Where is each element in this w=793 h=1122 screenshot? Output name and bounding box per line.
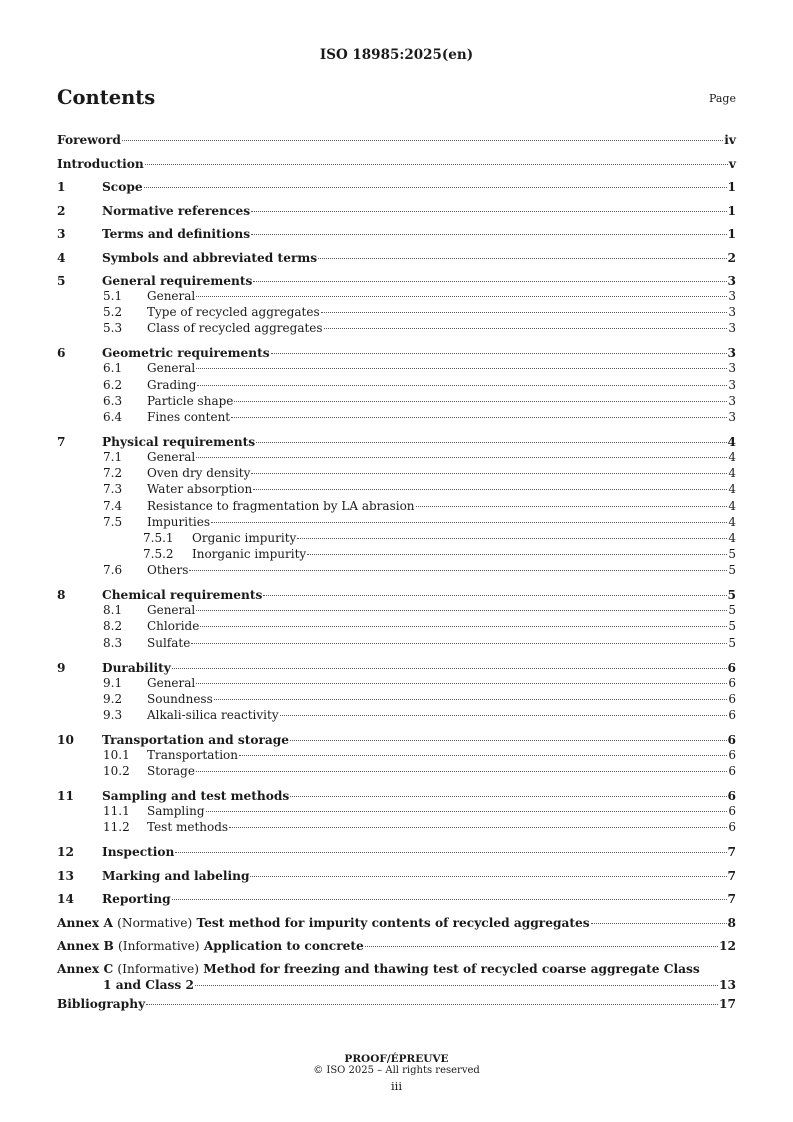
toc-entry-title: General	[147, 449, 196, 464]
toc-entry[interactable]	[57, 155, 736, 179]
toc-entry-number: 10.1	[103, 748, 130, 762]
annex-title: Method for freezing and thawing test of recycled coarse aggregate Class	[203, 961, 700, 976]
toc-entry-number: 6.2	[103, 377, 123, 392]
toc-entry-title: Transportation and storage	[102, 733, 290, 747]
toc-entry[interactable]	[57, 305, 736, 321]
toc-entry[interactable]	[57, 394, 736, 410]
dot-leader	[196, 771, 727, 772]
toc-page-number: 17	[719, 996, 736, 1011]
toc-entry-title: General requirements	[102, 274, 253, 288]
toc-page-number: 6	[727, 789, 736, 804]
toc-entry[interactable]	[57, 466, 736, 482]
toc-entry-title	[57, 937, 364, 955]
toc-page-number: 4	[728, 514, 736, 529]
toc-entry-title: Storage	[147, 764, 195, 779]
toc-entry[interactable]	[57, 344, 736, 361]
toc-page-number: 13	[719, 977, 736, 992]
dot-leader	[200, 626, 727, 627]
toc-entry-number: 7.2	[103, 466, 123, 481]
dot-leader	[239, 755, 727, 756]
toc-entry-title: Water absorption	[147, 482, 253, 497]
dot-leader	[234, 401, 727, 402]
toc-entry-number: 11.2	[103, 820, 130, 835]
toc-entry[interactable]	[57, 603, 736, 619]
dot-leader	[172, 899, 727, 900]
toc-page-number: 3	[728, 393, 736, 408]
toc-entry-number: 6.3	[103, 393, 123, 408]
dot-leader	[290, 740, 726, 741]
toc-entry[interactable]	[57, 748, 736, 764]
toc-page-number: 6	[728, 820, 736, 835]
toc-entry-title: Normative references	[102, 203, 251, 218]
toc-entry-title: Scope	[102, 180, 143, 194]
toc-entry-title: General	[147, 361, 196, 376]
dot-leader	[189, 570, 727, 571]
toc-entry-title: Particle shape	[147, 393, 234, 408]
dot-leader	[195, 985, 718, 986]
dot-leader	[251, 473, 727, 474]
annex-title-line2: 1 and Class 2	[103, 977, 194, 992]
toc-entry-title: Impurities	[147, 514, 211, 529]
toc-entry[interactable]	[57, 961, 736, 995]
toc-entry-number: 7.1	[103, 449, 123, 464]
toc-entry[interactable]	[57, 515, 736, 531]
toc-entry-title-continued	[57, 977, 736, 993]
toc-entry-title: Reporting	[102, 892, 171, 907]
dot-leader	[196, 683, 727, 684]
toc-page-number: 5	[727, 588, 736, 603]
toc-entry[interactable]	[57, 433, 736, 450]
toc-page-number: 1	[727, 180, 736, 194]
toc-entry[interactable]	[57, 272, 736, 289]
toc-entry-number: 10.2	[103, 764, 130, 779]
toc-entry-title	[57, 961, 736, 977]
toc-page-number: 3	[727, 274, 736, 288]
toc-entry-title	[57, 914, 590, 932]
dot-leader	[206, 811, 728, 812]
toc-entry-number: 7.6	[103, 563, 123, 578]
toc-entry-title: Foreword	[57, 133, 121, 147]
toc-entry-number: 13	[57, 868, 74, 883]
toc-page-number: 6	[728, 748, 736, 762]
toc-entry-number: 12	[57, 845, 74, 860]
toc-entry[interactable]	[57, 450, 736, 466]
toc-page-number: iv	[724, 133, 736, 147]
toc-entry-number: 7.4	[103, 498, 123, 513]
dot-leader	[256, 442, 726, 443]
annex-label: Annex C	[57, 961, 114, 976]
dot-leader	[229, 827, 727, 828]
toc-entry-title: Transportation	[147, 748, 239, 762]
toc-entry[interactable]	[57, 563, 736, 586]
toc-entry-number: 5.3	[103, 321, 123, 336]
dot-leader	[251, 211, 726, 212]
toc-entry[interactable]	[57, 131, 736, 155]
page-column-label: Page	[708, 92, 736, 105]
toc-entry-number: 7.5	[103, 514, 123, 529]
toc-page-number: 4	[728, 498, 736, 513]
toc-entry-number: 6.4	[103, 409, 123, 424]
toc-entry-title: Introduction	[57, 156, 144, 171]
toc-entry-title: Resistance to fragmentation by LA abrasion	[147, 498, 415, 513]
dot-leader	[145, 164, 728, 165]
toc-entry-title: Class of recycled aggregates	[147, 321, 323, 336]
toc-entry-title: General	[147, 289, 196, 303]
toc-entry-title: Oven dry density	[147, 466, 251, 481]
toc-entry-number: 11.1	[103, 804, 130, 819]
toc-entry-number: 9.1	[103, 675, 123, 690]
annex-title: Application to concrete	[203, 939, 364, 954]
dot-leader	[251, 234, 726, 235]
toc-entry-title: Marking and labeling	[102, 868, 250, 883]
toc-page-number: 3	[728, 409, 736, 424]
toc-page-number: 5	[728, 603, 736, 618]
dot-leader	[196, 368, 727, 369]
toc-entry-number: 3	[57, 227, 66, 241]
toc-page-number: 1	[727, 203, 736, 218]
dot-leader	[122, 140, 723, 141]
toc-page-number: 6	[728, 764, 736, 779]
table-of-contents	[57, 131, 736, 1018]
contents-heading: Contents	[57, 86, 156, 109]
page-footer	[0, 1053, 793, 1092]
toc-entry-number: 7.5.2	[143, 547, 174, 562]
annex-type: (Informative)	[117, 961, 199, 976]
toc-entry-title: Inorganic impurity	[192, 547, 307, 562]
dot-leader	[146, 1004, 718, 1005]
dot-leader	[172, 668, 727, 669]
annex-title: Test method for impurity contents of recycled aggregates	[196, 915, 590, 930]
toc-entry-title: Symbols and abbreviated terms	[102, 250, 318, 265]
toc-entry-number: 9.2	[103, 691, 123, 706]
toc-entry[interactable]	[57, 867, 736, 891]
toc-page-number: 5	[728, 635, 736, 650]
toc-entry[interactable]	[57, 378, 736, 394]
toc-entry-title: General	[147, 675, 196, 690]
dot-leader	[263, 595, 726, 596]
toc-entry[interactable]	[57, 410, 736, 433]
proof-label: PROOF/ÉPREUVE	[344, 1053, 449, 1065]
toc-entry[interactable]	[57, 202, 736, 226]
toc-entry-number: 8	[57, 588, 66, 603]
toc-entry-title: General	[147, 603, 196, 618]
toc-page-number: 6	[728, 804, 736, 819]
toc-entry-number: 2	[57, 203, 66, 218]
dot-leader	[318, 258, 726, 259]
dot-leader	[591, 923, 727, 924]
toc-entry[interactable]	[57, 586, 736, 603]
toc-page-number: 7	[727, 845, 736, 860]
copyright-notice: © ISO 2025 – All rights reserved	[313, 1065, 480, 1076]
toc-page-number: 5	[728, 563, 736, 578]
toc-page-number: 7	[727, 892, 736, 907]
annex-label: Annex A	[57, 915, 113, 930]
toc-entry[interactable]	[57, 820, 736, 843]
toc-entry-number: 4	[57, 250, 66, 265]
toc-entry[interactable]	[57, 731, 736, 748]
dot-leader	[253, 281, 726, 282]
toc-page-number: 8	[727, 915, 736, 930]
toc-page-number: 5	[728, 619, 736, 634]
toc-entry[interactable]	[57, 499, 736, 515]
toc-entry-number: 7	[57, 434, 66, 449]
toc-entry[interactable]	[57, 995, 736, 1019]
toc-entry-number: 5.1	[103, 289, 123, 303]
toc-entry-number: 1	[57, 180, 66, 194]
dot-leader	[196, 610, 727, 611]
toc-entry-title: Alkali-silica reactivity	[147, 708, 279, 722]
dot-leader	[271, 353, 727, 354]
toc-entry[interactable]	[57, 692, 736, 708]
toc-entry[interactable]	[57, 225, 736, 249]
toc-page-number: 3	[728, 289, 736, 303]
toc-entry-title: Inspection	[102, 845, 175, 860]
toc-entry-title: Fines content	[147, 409, 231, 424]
toc-entry-number: 5	[57, 274, 66, 288]
toc-entry[interactable]	[57, 547, 736, 563]
toc-entry-title: Grading	[147, 377, 197, 392]
toc-page-number: 4	[728, 466, 736, 481]
dot-leader	[196, 457, 727, 458]
toc-entry[interactable]	[57, 890, 736, 914]
toc-page-number: 7	[727, 868, 736, 883]
toc-entry-title: Geometric requirements	[102, 346, 270, 361]
page-number: iii	[390, 1079, 403, 1093]
toc-entry-title: Terms and definitions	[102, 227, 251, 241]
toc-entry-title: Soundness	[147, 691, 213, 706]
toc-entry-title: Physical requirements	[102, 434, 256, 449]
dot-leader	[365, 946, 718, 947]
document-id-header: ISO 18985:2025(en)	[319, 47, 474, 63]
dot-leader	[253, 489, 727, 490]
dot-leader	[196, 296, 727, 297]
dot-leader	[280, 715, 728, 716]
toc-page-number: v	[728, 156, 736, 171]
toc-entry-number: 7.3	[103, 482, 123, 497]
toc-entry[interactable]	[57, 249, 736, 273]
toc-entry[interactable]	[57, 289, 736, 305]
toc-page-number: 12	[719, 939, 736, 954]
toc-entry[interactable]	[57, 482, 736, 498]
toc-entry[interactable]	[57, 178, 736, 202]
dot-leader	[290, 796, 726, 797]
toc-page-number: 3	[727, 346, 736, 361]
toc-entry-number: 10	[57, 733, 74, 747]
toc-entry-number: 9	[57, 660, 66, 675]
toc-entry-title: Type of recycled aggregates	[147, 305, 320, 320]
toc-entry-number: 6.1	[103, 361, 123, 376]
toc-entry-number: 5.2	[103, 305, 123, 320]
dot-leader	[250, 876, 726, 877]
toc-entry[interactable]	[57, 804, 736, 820]
toc-entry-title: Sampling	[147, 804, 205, 819]
toc-entry[interactable]	[57, 361, 736, 377]
toc-page-number: 1	[727, 227, 736, 241]
toc-entry-number: 9.3	[103, 708, 123, 722]
toc-page-number: 6	[728, 708, 736, 722]
toc-entry[interactable]	[57, 321, 736, 344]
toc-page-number: 4	[728, 482, 736, 497]
toc-entry[interactable]	[57, 619, 736, 635]
dot-leader	[191, 643, 727, 644]
toc-page-number: 3	[728, 305, 736, 320]
toc-entry-title: Test methods	[147, 820, 229, 835]
toc-page-number: 2	[727, 250, 736, 265]
toc-page-number: 6	[727, 733, 736, 747]
toc-entry-number: 8.2	[103, 619, 123, 634]
toc-page-number: 4	[727, 434, 736, 449]
toc-entry[interactable]	[57, 787, 736, 804]
dot-leader	[324, 328, 728, 329]
toc-entry[interactable]	[57, 531, 736, 547]
toc-page-number: 6	[728, 691, 736, 706]
toc-entry[interactable]	[57, 937, 736, 961]
toc-entry[interactable]	[57, 843, 736, 867]
dot-leader	[214, 699, 728, 700]
toc-entry-title: Bibliography	[57, 996, 146, 1011]
toc-entry[interactable]	[57, 764, 736, 787]
toc-entry-number: 14	[57, 892, 74, 907]
dot-leader	[307, 554, 727, 555]
toc-page-number: 6	[728, 675, 736, 690]
toc-entry[interactable]	[57, 676, 736, 692]
dot-leader	[297, 538, 727, 539]
toc-entry-number: 8.1	[103, 603, 123, 618]
toc-entry-number: 6	[57, 346, 66, 361]
toc-page-number: 6	[727, 660, 736, 675]
toc-entry-number: 7.5.1	[143, 530, 174, 545]
toc-entry[interactable]	[57, 708, 736, 731]
annex-type: (Informative)	[118, 939, 200, 954]
toc-entry-title: Chloride	[147, 619, 200, 634]
toc-page-number: 3	[728, 361, 736, 376]
toc-entry[interactable]	[57, 914, 736, 938]
annex-label: Annex B	[57, 939, 114, 954]
toc-entry-title: Organic impurity	[192, 530, 297, 545]
toc-entry[interactable]	[57, 659, 736, 676]
toc-entry-title: Sampling and test methods	[102, 789, 290, 804]
dot-leader	[231, 417, 727, 418]
dot-leader	[416, 506, 728, 507]
toc-entry-title: Chemical requirements	[102, 588, 263, 603]
dot-leader	[144, 187, 727, 188]
dot-leader	[321, 312, 728, 313]
toc-entry-number: 11	[57, 789, 74, 804]
toc-page-number: 4	[728, 530, 736, 545]
dot-leader	[197, 385, 727, 386]
dot-leader	[175, 852, 726, 853]
toc-entry[interactable]	[57, 636, 736, 659]
annex-type: (Normative)	[117, 915, 193, 930]
toc-page-number: 3	[728, 377, 736, 392]
toc-entry-title: Durability	[102, 660, 171, 675]
toc-entry-title: Others	[147, 563, 189, 578]
toc-entry-title: Sulfate	[147, 635, 191, 650]
toc-page-number: 4	[728, 449, 736, 464]
toc-page-number: 3	[728, 321, 736, 336]
toc-entry-number: 8.3	[103, 635, 123, 650]
dot-leader	[211, 522, 727, 523]
toc-page-number: 5	[728, 547, 736, 562]
